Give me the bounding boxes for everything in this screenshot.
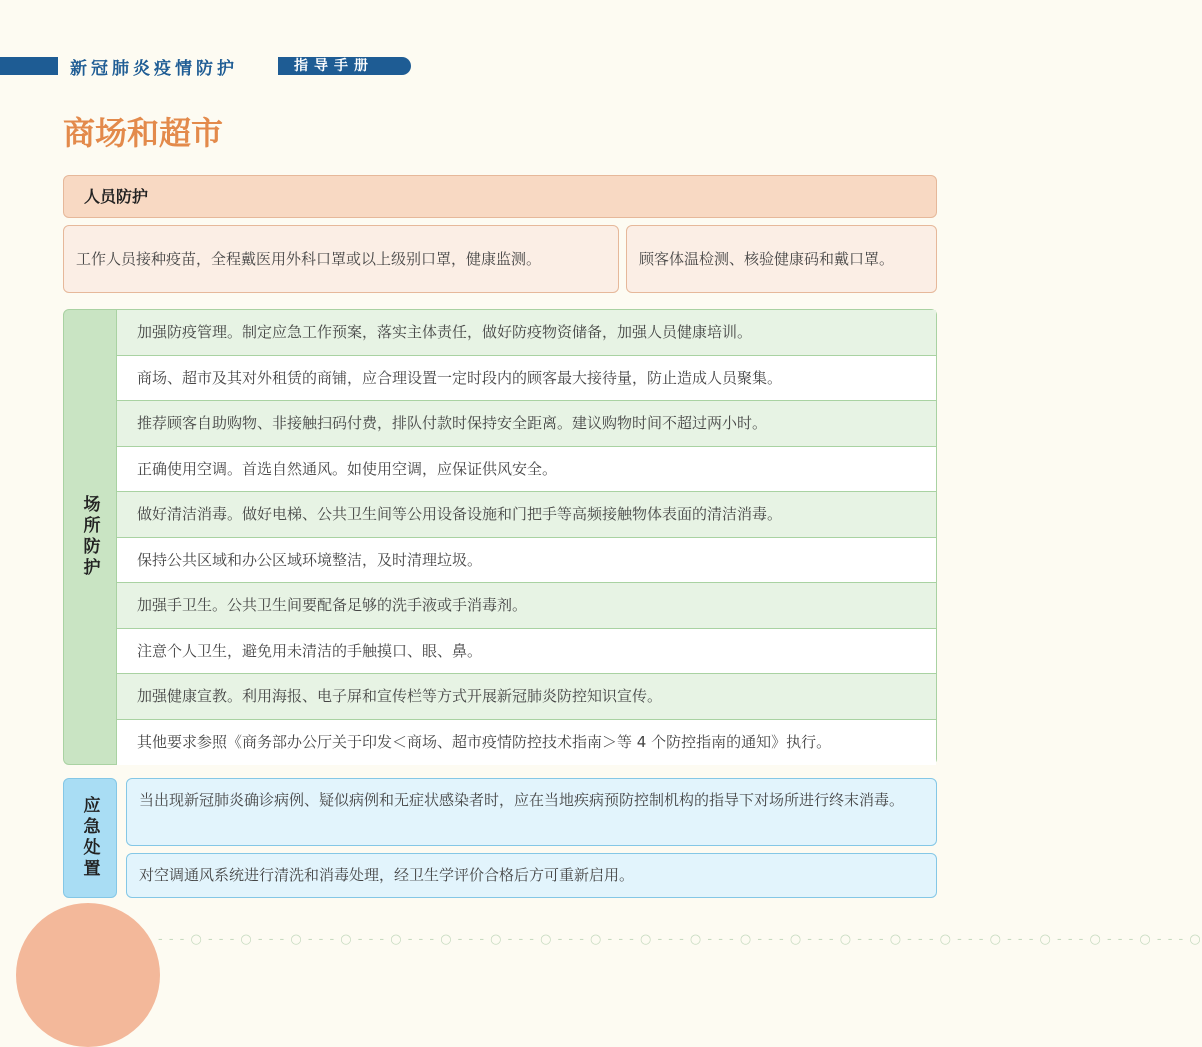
page-title: 商场和超市 [63,114,224,152]
personal-protection-customers: 顾客体温检测、核验健康码和戴口罩。 [626,225,937,293]
venue-item: 加强健康宣教。利用海报、电子屏和宣传栏等方式开展新冠肺炎防控知识宣传。 [117,674,936,720]
header-accent-bar [0,57,58,75]
venue-protection-label-box [63,309,117,765]
venue-item: 推荐顾客自助购物、非接触扫码付费，排队付款时保持安全距离。建议购物时间不超过两小时。 [117,401,936,447]
venue-item: 加强防疫管理。制定应急工作预案，落实主体责任，做好防疫物资储备，加强人员健康培训。 [117,310,936,356]
venue-item: 其他要求参照《商务部办公厅关于印发＜商场、超市疫情防控技术指南＞等 4 个防控指南的通知》执行。 [117,720,936,766]
venue-protection-list [117,309,937,765]
venue-item: 做好清洁消毒。做好电梯、公共卫生间等公用设备设施和门把手等高频接触物体表面的清洁消毒。 [117,492,936,538]
header-tag: 指导手册 [278,57,411,75]
personal-protection-heading: 人员防护 [63,175,937,218]
venue-item: 商场、超市及其对外租赁的商铺，应合理设置一定时段内的顾客最大接待量，防止造成人员聚集。 [117,356,936,402]
venue-protection-label: 场所防护 [79,495,100,579]
decorative-circle [16,903,160,1047]
decorative-dotted-line: - - - ○ - - - ○ - - - ○ - - - ○ - - - ○ - - - ○ - - - ○ - - - ○ - - - ○ - - - ○ - - - ○ - - - ○ - - - ○ - - - ○ - - - ○ - - - ○ - - - ○ - - - ○ - - - ○ - - - ○ - - - ○ [158,932,1202,947]
venue-item: 保持公共区域和办公区域环境整洁，及时清理垃圾。 [117,538,936,584]
emergency-label-box [63,778,117,898]
emergency-label: 应急处置 [79,796,100,880]
venue-item: 加强手卫生。公共卫生间要配备足够的洗手液或手消毒剂。 [117,583,936,629]
header-title: 新冠肺炎疫情防护 [70,59,238,79]
venue-item: 注意个人卫生，避免用未清洁的手触摸口、眼、鼻。 [117,629,936,675]
venue-item: 正确使用空调。首选自然通风。如使用空调，应保证供风安全。 [117,447,936,493]
emergency-item: 当出现新冠肺炎确诊病例、疑似病例和无症状感染者时，应在当地疾病预防控制机构的指导下对场所进行终末消毒。 [126,778,937,846]
emergency-item: 对空调通风系统进行清洗和消毒处理，经卫生学评价合格后方可重新启用。 [126,853,937,898]
personal-protection-staff: 工作人员接种疫苗，全程戴医用外科口罩或以上级别口罩，健康监测。 [63,225,619,293]
